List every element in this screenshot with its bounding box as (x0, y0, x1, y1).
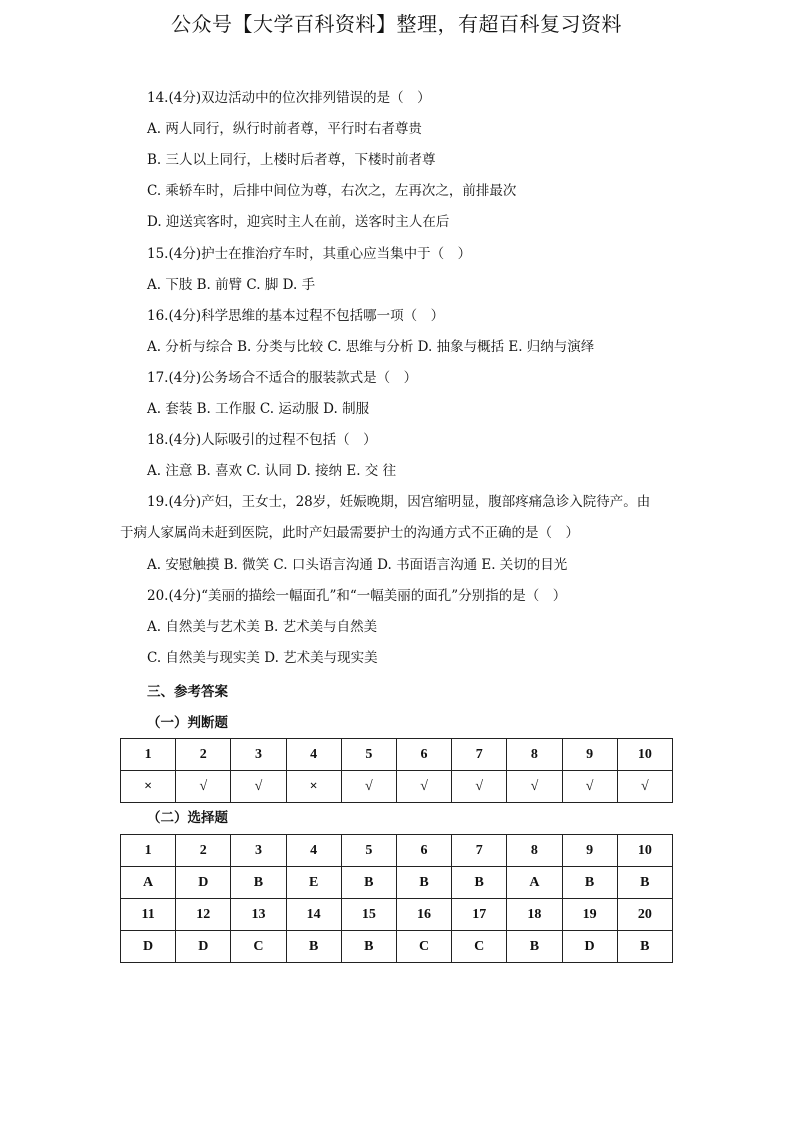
table-cell: √ (562, 771, 617, 803)
choice-title: （二）选择题 (147, 810, 228, 826)
table-cell: C (231, 931, 286, 963)
table-cell: √ (341, 771, 396, 803)
table-cell: 11 (121, 899, 176, 931)
table-cell: × (121, 771, 176, 803)
table-cell: 10 (617, 739, 672, 771)
table-cell: 8 (507, 835, 562, 867)
table-cell: 15 (341, 899, 396, 931)
question-line: 18.(4分)人际吸引的过程不包括（ ） (147, 432, 377, 449)
table-cell: B (341, 931, 396, 963)
table-cell: A (121, 867, 176, 899)
table-cell: 9 (562, 835, 617, 867)
table-cell: 4 (286, 739, 341, 771)
table-cell: B (341, 867, 396, 899)
table-cell: √ (176, 771, 231, 803)
question-line: A. 安慰触摸 B. 微笑 C. 口头语言沟通 D. 书面语言沟通 E. 关切的目光 (147, 556, 568, 573)
table-cell: 2 (176, 739, 231, 771)
table-cell: √ (507, 771, 562, 803)
question-line: 16.(4分)科学思维的基本过程不包括哪一项（ ） (147, 307, 445, 324)
table-cell: B (617, 931, 672, 963)
table-row (121, 899, 673, 931)
table-cell: C (396, 931, 451, 963)
table-row (121, 867, 673, 899)
question-line: C. 乘轿车时，后排中间位为尊，右次之，左再次之，前排最次 (147, 183, 517, 200)
question-line: A. 自然美与艺术美 B. 艺术美与自然美 (147, 618, 378, 635)
question-line: A. 套装 B. 工作服 C. 运动服 D. 制服 (147, 401, 370, 417)
table-row (121, 739, 673, 771)
table-cell: 12 (176, 899, 231, 931)
question-line: 20.(4分)“美丽的描绘一幅面孔”和“一幅美丽的面孔”分别指的是（ ） (147, 587, 567, 604)
table-cell: D (562, 931, 617, 963)
table-cell: 2 (176, 835, 231, 867)
question-line: A. 两人同行，纵行时前者尊，平行时右者尊贵 (147, 121, 422, 138)
table-cell: 4 (286, 835, 341, 867)
question-line: 17.(4分)公务场合不适合的服装款式是（ ） (147, 369, 418, 386)
table-cell: B (507, 931, 562, 963)
choice-answer-table (120, 834, 673, 963)
table-cell: E (286, 867, 341, 899)
table-cell: 5 (341, 739, 396, 771)
table-cell: 5 (341, 835, 396, 867)
table-cell: D (121, 931, 176, 963)
table-cell: 7 (452, 835, 507, 867)
table-cell: B (452, 867, 507, 899)
table-cell: D (176, 931, 231, 963)
table-cell: × (286, 771, 341, 803)
question-line: A. 下肢 B. 前臂 C. 脚 D. 手 (147, 276, 316, 293)
table-cell: √ (231, 771, 286, 803)
question-line: 于病人家属尚未赶到医院，此时产妇最需要护士的沟通方式不正确的是（ ） (120, 525, 579, 542)
question-line: 19.(4分)产妇，王女士，28岁，妊娠晚期，因宫缩明显，腹部疼痛急诊入院待产。由 (147, 494, 651, 511)
table-row (121, 931, 673, 963)
table-cell: 3 (231, 739, 286, 771)
question-line: A. 分析与综合 B. 分类与比较 C. 思维与分析 D. 抽象与概括 E. 归纳与演绎 (147, 338, 595, 355)
judge-answer-table (120, 738, 673, 803)
table-cell: B (286, 931, 341, 963)
table-cell: B (562, 867, 617, 899)
table-cell: 17 (452, 899, 507, 931)
table-cell: A (507, 867, 562, 899)
table-cell: 6 (396, 739, 451, 771)
table-cell: D (176, 867, 231, 899)
table-cell: 6 (396, 835, 451, 867)
table-row (121, 771, 673, 803)
question-line: 14.(4分)双边活动中的位次排列错误的是（ ） (147, 90, 431, 106)
table-cell: 19 (562, 899, 617, 931)
table-cell: 20 (617, 899, 672, 931)
question-line: 15.(4分)护士在推治疗车时，其重心应当集中于（ ） (147, 245, 472, 262)
table-cell: B (396, 867, 451, 899)
question-line: B. 三人以上同行，上楼时后者尊，下楼时前者尊 (147, 152, 436, 169)
table-cell: B (231, 867, 286, 899)
table-cell: C (452, 931, 507, 963)
table-cell: B (617, 867, 672, 899)
table-cell: 9 (562, 739, 617, 771)
question-line: D. 迎送宾客时，迎宾时主人在前，送客时主人在后 (147, 214, 450, 231)
table-cell: 8 (507, 739, 562, 771)
table-cell: 7 (452, 739, 507, 771)
page-header: 公众号【大学百科资料】整理，有超百科复习资料 (171, 12, 622, 36)
table-cell: √ (396, 771, 451, 803)
table-cell: 16 (396, 899, 451, 931)
table-cell: √ (617, 771, 672, 803)
table-cell: 3 (231, 835, 286, 867)
table-cell: 1 (121, 835, 176, 867)
question-line: A. 注意 B. 喜欢 C. 认同 D. 接纳 E. 交 往 (147, 463, 397, 480)
table-cell: 1 (121, 739, 176, 771)
table-cell: 14 (286, 899, 341, 931)
question-line: C. 自然美与现实美 D. 艺术美与现实美 (147, 649, 378, 666)
judge-title: （一）判断题 (147, 715, 228, 731)
answers-title: 三、参考答案 (147, 684, 228, 700)
table-cell: 18 (507, 899, 562, 931)
table-cell: √ (452, 771, 507, 803)
table-row (121, 835, 673, 867)
table-cell: 10 (617, 835, 672, 867)
table-cell: 13 (231, 899, 286, 931)
